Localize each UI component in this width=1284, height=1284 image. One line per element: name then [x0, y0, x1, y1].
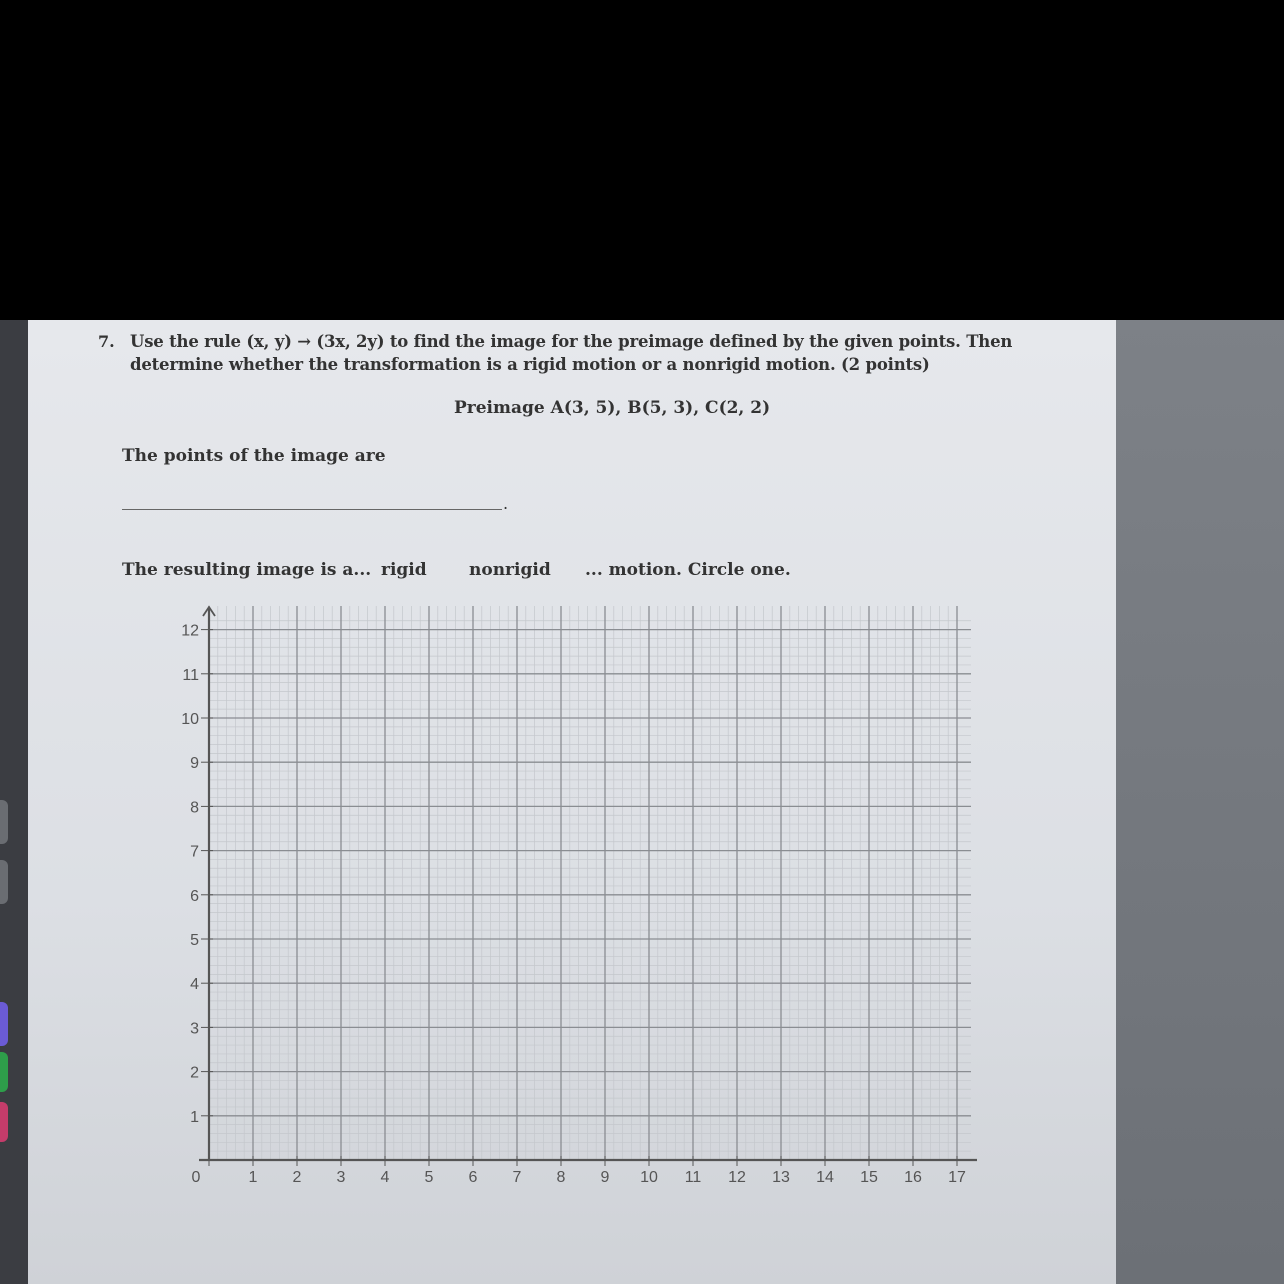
motion-lead-text: The resulting image is a...: [122, 560, 372, 580]
x-tick-label: 5: [424, 1169, 434, 1186]
y-tick-label: 5: [190, 932, 199, 949]
x-tick-label: 4: [380, 1169, 390, 1186]
side-tab-green: [0, 1052, 8, 1092]
motion-tail-text: ... motion. Circle one.: [585, 560, 791, 580]
y-tick-label: 3: [190, 1020, 199, 1038]
x-axis-tick-labels: [192, 1169, 966, 1186]
x-tick-label: 14: [816, 1169, 834, 1186]
y-tick-label: 6: [190, 887, 199, 905]
side-tab: [0, 800, 8, 844]
y-tick-label: 8: [190, 799, 199, 817]
x-tick-label: 6: [468, 1169, 478, 1186]
y-axis-tick-labels: [181, 623, 199, 1126]
side-tab-purple: [0, 1002, 8, 1046]
x-tick-label: 13: [772, 1169, 790, 1186]
coordinate-grid[interactable]: [160, 600, 990, 1200]
x-tick-label: 11: [684, 1169, 702, 1186]
left-window-edge: [0, 320, 28, 1284]
side-tab: [0, 860, 8, 904]
side-tab-pink: [0, 1102, 8, 1142]
x-tick-label: 1: [248, 1169, 258, 1186]
y-tick-label: 4: [190, 976, 199, 994]
option-rigid[interactable]: rigid: [381, 560, 427, 580]
x-tick-label: 10: [640, 1169, 658, 1186]
x-tick-label: 12: [728, 1169, 746, 1186]
y-tick-label: 7: [190, 843, 199, 861]
question-text: Use the rule (x, y) → (3x, 2y) to find the image for the preimage defined by the given points. Then determine whether the transformation is a rigid motion or a nonrigid motion. (2 points): [130, 332, 1013, 374]
y-tick-label: 1: [190, 1108, 199, 1126]
y-tick-label: 12: [181, 622, 199, 640]
preimage-points: Preimage A(3, 5), B(5, 3), C(2, 2): [454, 398, 771, 418]
y-tick-label: 10: [181, 711, 199, 728]
x-tick-label: 8: [556, 1169, 566, 1186]
minor-grid-lines: [209, 606, 971, 1160]
right-window-edge: [1116, 320, 1284, 1284]
x-tick-label: 9: [600, 1169, 610, 1186]
x-tick-label: 15: [860, 1169, 878, 1186]
y-tick-label: 11: [182, 666, 199, 684]
y-tick-label: 9: [190, 755, 199, 773]
x-tick-label: 17: [948, 1169, 966, 1186]
x-tick-label: 3: [336, 1169, 346, 1186]
answer-blank-line[interactable]: [122, 509, 502, 510]
answer-period: .: [503, 494, 509, 513]
x-tick-label: 16: [904, 1169, 922, 1186]
x-tick-label: 2: [292, 1169, 302, 1186]
question-number: 7.: [98, 332, 115, 351]
x-tick-label: 0: [191, 1169, 201, 1186]
image-points-label: The points of the image are: [122, 446, 386, 466]
option-nonrigid[interactable]: nonrigid: [469, 560, 551, 580]
x-tick-label: 7: [512, 1169, 522, 1186]
y-tick-label: 2: [190, 1064, 199, 1082]
